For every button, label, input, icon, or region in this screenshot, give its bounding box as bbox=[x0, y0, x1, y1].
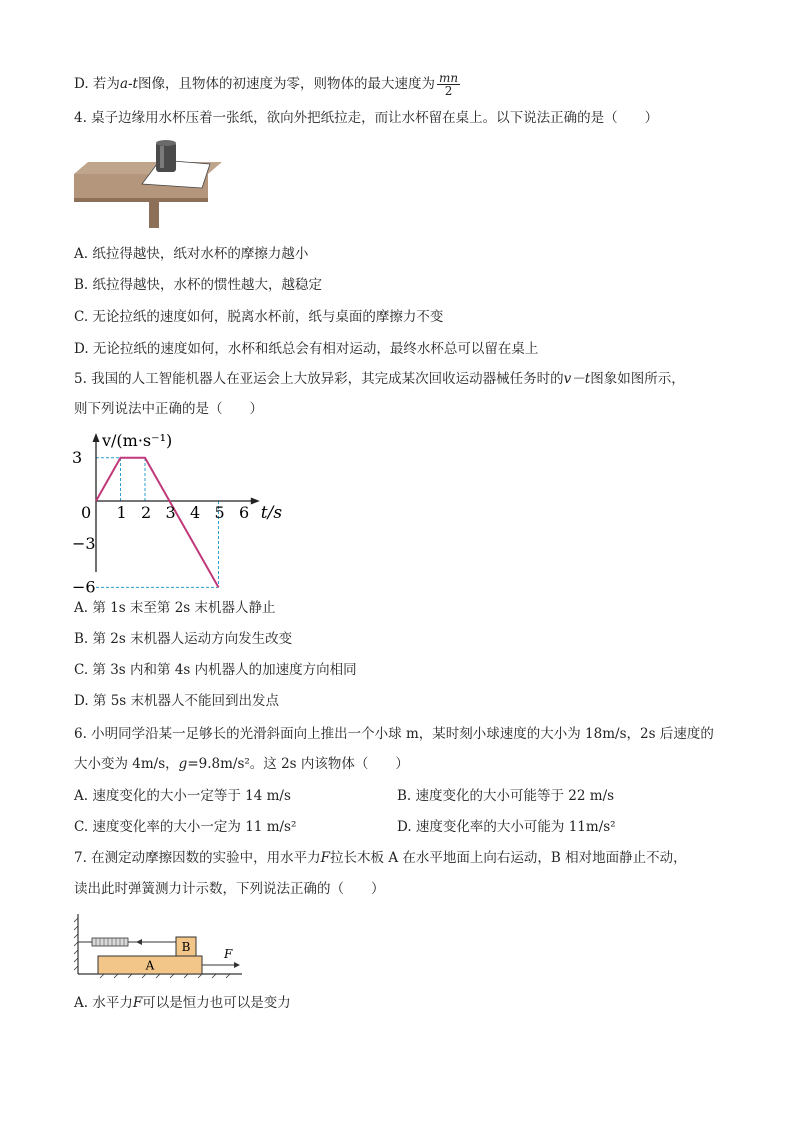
y-tick-label: 3 bbox=[72, 447, 83, 467]
x-tick-label: 0 bbox=[81, 503, 92, 522]
x-tick-label: 4 bbox=[190, 503, 201, 522]
q6-stem-line1: 6. 小明同学沿某一足够长的光滑斜面向上推出一个小球 m，某时刻小球速度的大小为 18m/s，2s 后速度的 bbox=[74, 726, 714, 742]
q6-option-c: C. 速度变化率的大小一定为 11 m/s² bbox=[74, 819, 297, 835]
q5-option-b: B. 第 2s 末机器人运动方向发生改变 bbox=[74, 631, 293, 647]
q5-stem-line1: 5. 我国的人工智能机器人在亚运会上大放异彩，其完成某次回收运动器械任务时的v－t图象如图所示， bbox=[74, 371, 685, 387]
table-cup-paper-figure bbox=[74, 138, 222, 230]
vt-chart bbox=[72, 428, 283, 597]
q5-option-a: A. 第 1s 末至第 2s 末机器人静止 bbox=[74, 600, 276, 616]
q5-option-c: C. 第 3s 内和第 4s 内机器人的加速度方向相同 bbox=[74, 662, 357, 678]
q4-option-a: A. 纸拉得越快，纸对水杯的摩擦力越小 bbox=[74, 246, 309, 262]
x-tick-label: 2 bbox=[141, 503, 152, 522]
q4-option-b: B. 纸拉得越快，水杯的惯性越大，越稳定 bbox=[74, 277, 323, 293]
q6-stem-line2: 大小变为 4m/s，g=9.8m/s²。这 2s 内该物体（ ） bbox=[74, 756, 409, 772]
block-b-label: B bbox=[181, 940, 191, 954]
q5-option-d: D. 第 5s 末机器人不能回到出发点 bbox=[74, 693, 280, 709]
q4-option-d: D. 无论拉纸的速度如何，水杯和纸总会有相对运动，最终水杯总可以留在桌上 bbox=[74, 341, 539, 357]
x-tick-label: 3 bbox=[165, 503, 176, 522]
friction-experiment-figure bbox=[74, 912, 244, 978]
series-line bbox=[96, 458, 219, 588]
q6-option-b: B. 速度变化的大小可能等于 22 m/s bbox=[397, 788, 615, 804]
q6-option-d: D. 速度变化率的大小可能为 11m/s² bbox=[397, 819, 616, 835]
force-f-label: F bbox=[224, 947, 233, 961]
q3-option-d: D. 若为a-t图像，且物体的初速度为零，则物体的最大速度为 $\frac{mn}{2}$ bbox=[74, 71, 459, 98]
q4-option-c: C. 无论拉纸的速度如何，脱离水杯前，纸与桌面的摩擦力不变 bbox=[74, 309, 444, 325]
x-tick-label: 6 bbox=[239, 503, 250, 522]
q7-option-a: A. 水平力F可以是恒力也可以是变力 bbox=[74, 995, 291, 1011]
y-tick-label: −3 bbox=[72, 534, 96, 554]
q4-stem: 4. 桌子边缘用水杯压着一张纸，欲向外把纸拉走，而让水杯留在桌上。以下说法正确的是（ ） bbox=[74, 110, 659, 126]
q5-stem-line2: 则下列说法中正确的是（ ） bbox=[74, 401, 263, 417]
board-a-label: A bbox=[145, 958, 155, 973]
x-tick-label: 5 bbox=[214, 503, 225, 522]
q7-stem-line1: 7. 在测定动摩擦因数的实验中，用水平力F拉长木板 A 在水平地面上向右运动，B 相对地面静止不动， bbox=[74, 850, 687, 866]
y-axis-label: v/(m·s⁻¹) bbox=[102, 431, 173, 450]
q7-stem-line2: 读出此时弹簧测力计示数，下列说法正确的（ ） bbox=[74, 881, 385, 897]
x-tick-label: 1 bbox=[116, 503, 127, 522]
y-axis-arrow bbox=[93, 433, 100, 442]
fraction: $\frac{mn}{2}$ bbox=[438, 71, 459, 98]
x-axis-label: t/s bbox=[260, 503, 283, 523]
x-axis-arrow bbox=[251, 498, 260, 505]
q6-option-a: A. 速度变化的大小一定等于 14 m/s bbox=[74, 788, 291, 804]
y-tick-label: −6 bbox=[72, 577, 96, 597]
